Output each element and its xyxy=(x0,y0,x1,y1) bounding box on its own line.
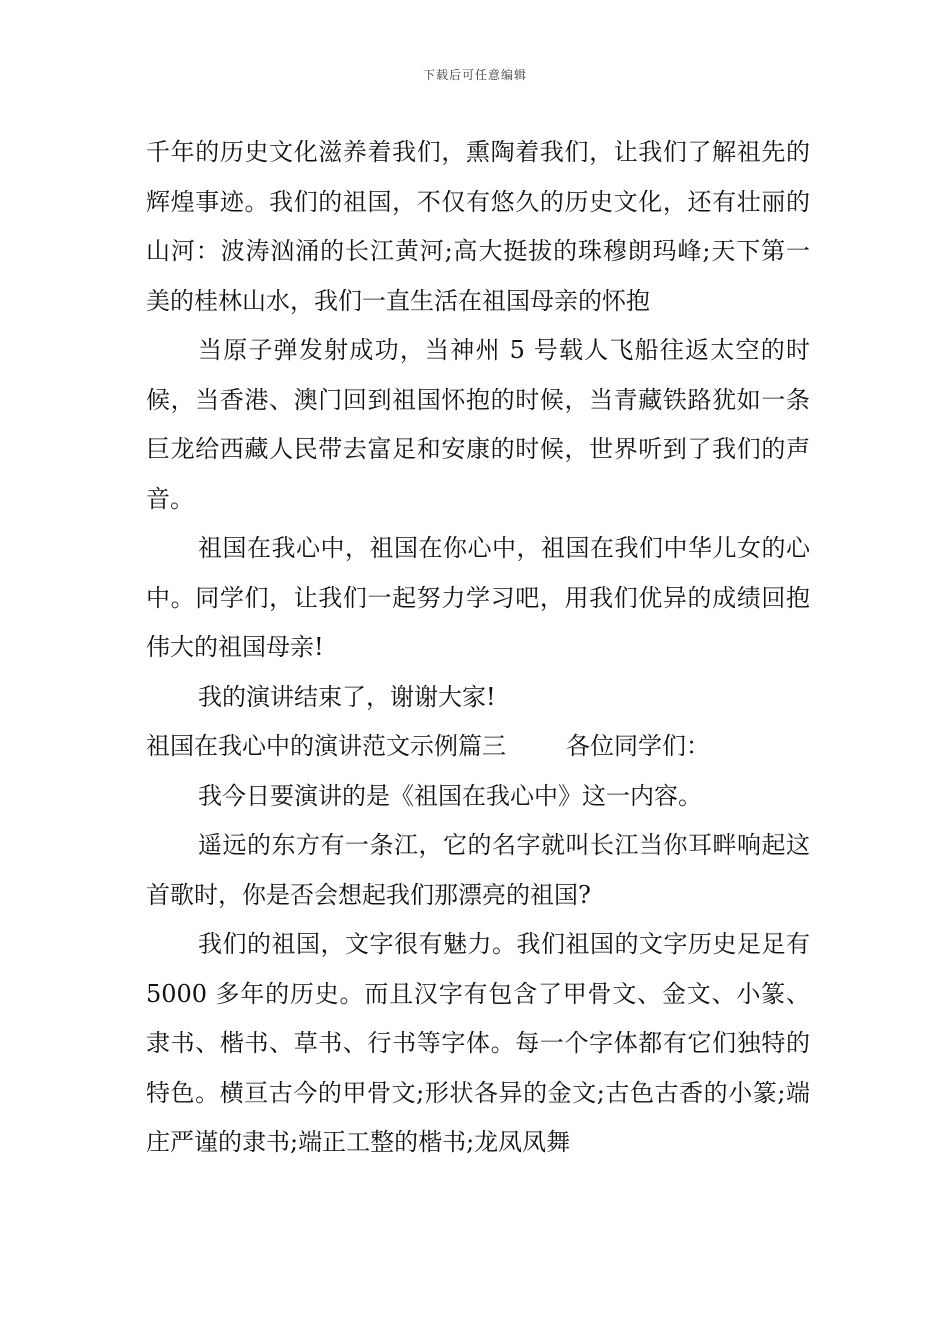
paragraph-6: 遥远的东方有一条江，它的名字就叫长江当你耳畔响起这首歌时，你是否会想起我们那漂亮的祖国? xyxy=(146,831,810,909)
section-title: 祖国在我心中的演讲范文示例篇三 xyxy=(146,732,506,760)
paragraph-4: 我的演讲结束了，谢谢大家! xyxy=(198,682,496,711)
paragraph-7: 我们的祖国，文字很有魅力。我们祖国的文字历史足足有 5000 多年的历史。而且汉字有包含了甲骨文、金文、小篆、隶书、楷书、草书、行书等字体。每一个字体都有它们独特的特色。横亘古今的甲骨文;形状各异的金文;古色古香的小篆;端庄严谨的隶书;端正工整的楷书;龙凤凤舞 xyxy=(146,930,810,1156)
paragraph-2: 当原子弹发射成功，当神州 5 号载人飞船往返太空的时候，当香港、澳门回到祖国怀抱的时候，当青藏铁路犹如一条巨龙给西藏人民带去富足和安康的时候，世界听到了我们的声音。 xyxy=(146,336,810,513)
paragraph-3: 祖国在我心中，祖国在你心中，祖国在我们中华儿女的心中。同学们，让我们一起努力学习吧，用我们优异的成绩回抱伟大的祖国母亲! xyxy=(146,534,810,661)
section-heading xyxy=(146,722,810,772)
paragraph-5: 我今日要演讲的是《祖国在我心中》这一内容。 xyxy=(198,781,702,810)
header-note: 下载后可任意编辑 xyxy=(422,68,527,82)
section-greeting: 各位同学们： xyxy=(566,732,710,760)
document-body xyxy=(146,128,810,1168)
paragraph-1: 千年的历史文化滋养着我们，熏陶着我们，让我们了解祖先的辉煌事迹。我们的祖国，不仅有悠久的历史文化，还有壮丽的山河：波涛汹涌的长江黄河;高大挺拔的珠穆朗玛峰;天下第一美的桂林山水，我们一直生活在祖国母亲的怀抱 xyxy=(146,138,810,315)
